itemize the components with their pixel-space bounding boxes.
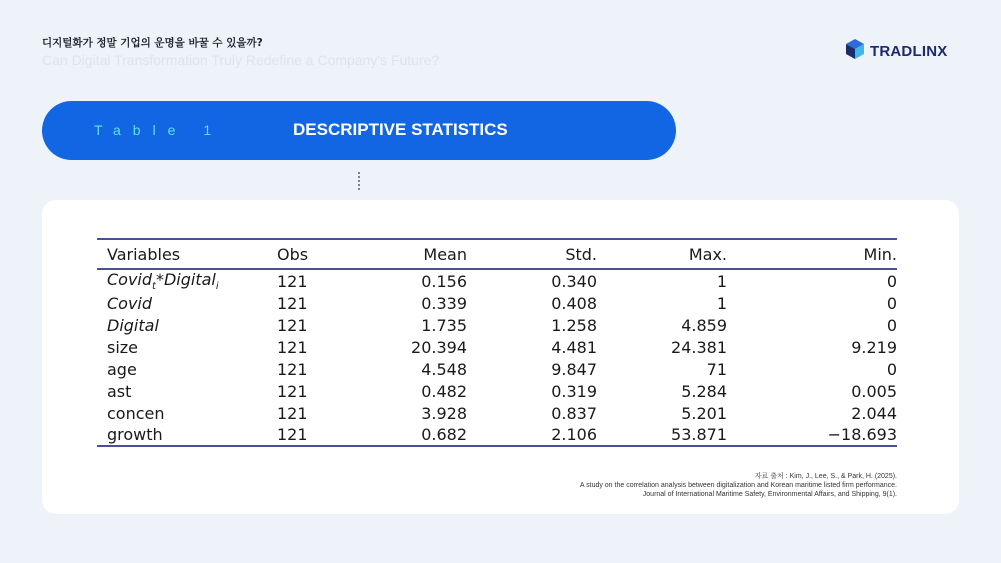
row-std: 1.258 — [551, 315, 597, 335]
table-row — [97, 292, 897, 314]
row-std: 0.837 — [551, 403, 597, 423]
table-row — [97, 402, 897, 424]
row-obs: 121 — [277, 293, 308, 313]
row-std: 0.340 — [551, 271, 597, 291]
row-max: 24.381 — [671, 337, 727, 357]
table-header-row — [97, 239, 897, 269]
header-std: Std. — [565, 244, 597, 264]
row-mean: 20.394 — [411, 337, 467, 357]
row-max: 5.201 — [681, 403, 727, 423]
row-variable: ast — [107, 381, 132, 401]
row-obs: 121 — [277, 381, 308, 401]
logo-text: TRADLINX — [870, 42, 948, 60]
table-row — [97, 380, 897, 402]
row-max: 5.284 — [681, 381, 727, 401]
cube-icon — [845, 38, 865, 64]
row-std: 2.106 — [551, 425, 597, 445]
row-min: 0 — [886, 293, 897, 313]
table-row — [97, 424, 897, 446]
row-max: 1 — [716, 271, 727, 291]
header-min: Min. — [863, 244, 897, 264]
dotted-connector — [358, 172, 360, 190]
header-max: Max. — [688, 244, 727, 264]
row-std: 4.481 — [551, 337, 597, 357]
row-min: 0 — [886, 271, 897, 291]
table-row — [97, 269, 897, 292]
header-obs: Obs — [277, 244, 309, 264]
row-variable: size — [107, 337, 139, 357]
row-obs: 121 — [277, 271, 308, 291]
source-line-2: A study on the correlation analysis between digitalization and Korean maritime listed firm performance. — [579, 482, 897, 489]
table-row — [97, 336, 897, 358]
row-max: 1 — [716, 293, 727, 313]
row-obs: 121 — [277, 403, 308, 423]
header-variables: Variables — [107, 244, 181, 264]
row-min: 0 — [886, 359, 897, 379]
page-title-korean: 디지털화가 정말 기업의 운명을 바꿀 수 있을까? — [42, 37, 263, 49]
row-min: 0 — [886, 315, 897, 335]
row-mean: 3.928 — [421, 403, 467, 423]
table-card — [42, 200, 959, 514]
source-line-1: 자료 출처 : Kim, J., Lee, S., & Park, H. (2025). — [754, 473, 897, 480]
row-max: 53.871 — [671, 425, 727, 445]
row-variable: Covid — [107, 293, 153, 313]
row-variable: Covid$_t$*Digital$_i$ — [107, 270, 219, 293]
row-mean: 0.682 — [421, 425, 467, 445]
table-row — [97, 314, 897, 336]
row-variable: age — [107, 359, 137, 379]
row-mean: 0.339 — [421, 293, 467, 313]
row-mean: 1.735 — [421, 315, 467, 335]
row-obs: 121 — [277, 359, 308, 379]
table-number-label: Table 1 — [94, 122, 224, 138]
source-citation — [580, 472, 897, 499]
row-obs: 121 — [277, 315, 308, 335]
row-min: 2.044 — [851, 403, 897, 423]
row-std: 0.408 — [551, 293, 597, 313]
row-std: 9.847 — [551, 359, 597, 379]
table-title-banner — [42, 101, 676, 160]
descriptive-statistics-table — [97, 238, 897, 447]
row-mean: 0.156 — [421, 271, 467, 291]
row-variable: growth — [107, 425, 163, 445]
row-variable: Digital — [107, 315, 159, 335]
row-mean: 4.548 — [421, 359, 467, 379]
row-obs: 121 — [277, 425, 308, 445]
row-mean: 0.482 — [421, 381, 467, 401]
row-min: 9.219 — [851, 337, 897, 357]
row-min: 0.005 — [851, 381, 897, 401]
row-obs: 121 — [277, 337, 308, 357]
row-max: 71 — [706, 359, 727, 379]
brand-logo[interactable] — [845, 38, 947, 64]
row-max: 4.859 — [681, 315, 727, 335]
page-subtitle-english: Can Digital Transformation Truly Redefine a Company's Future? — [42, 52, 440, 68]
table-row — [97, 358, 897, 380]
row-min: −18.693 — [827, 425, 897, 445]
row-std: 0.319 — [551, 381, 597, 401]
header-mean: Mean — [423, 244, 467, 264]
source-line-3: Journal of International Maritime Safety, Environmental Affairs, and Shipping, 9(1). — [642, 491, 897, 498]
table-title: DESCRIPTIVE STATISTICS — [293, 120, 508, 139]
row-variable: concen — [107, 403, 165, 423]
